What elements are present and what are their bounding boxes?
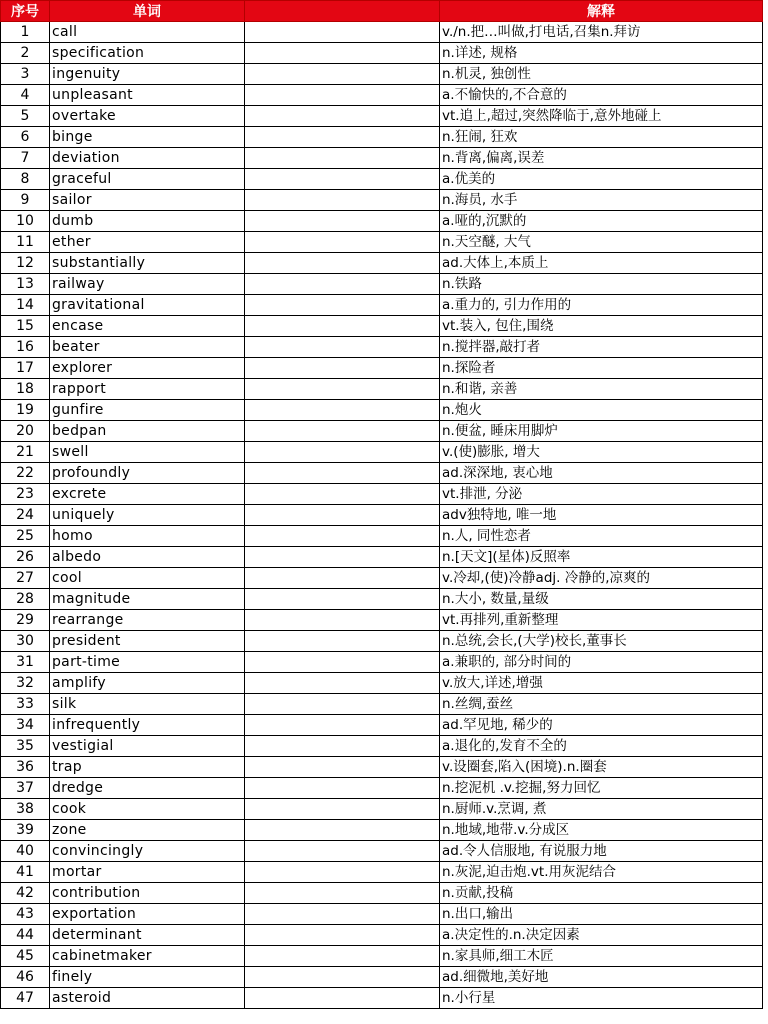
table-row	[1, 736, 763, 757]
row-number: 38	[1, 799, 50, 820]
row-word: substantially	[50, 253, 245, 274]
row-word: cool	[50, 568, 245, 589]
row-definition: vt.排泄, 分泌	[440, 484, 763, 505]
row-number: 1	[1, 22, 50, 43]
row-blank	[245, 841, 440, 862]
row-word: encase	[50, 316, 245, 337]
table-row	[1, 379, 763, 400]
row-number: 12	[1, 253, 50, 274]
row-word: asteroid	[50, 988, 245, 1009]
table-row	[1, 400, 763, 421]
row-definition: n.丝绸,蚕丝	[440, 694, 763, 715]
row-definition: vt.再排列,重新整理	[440, 610, 763, 631]
row-definition: ad.令人信服地, 有说服力地	[440, 841, 763, 862]
row-blank	[245, 169, 440, 190]
row-definition: n.便盆, 睡床用脚炉	[440, 421, 763, 442]
row-definition: v.冷却,(使)冷静adj. 冷静的,凉爽的	[440, 568, 763, 589]
row-number: 18	[1, 379, 50, 400]
table-row	[1, 820, 763, 841]
table-row	[1, 946, 763, 967]
table-row	[1, 568, 763, 589]
row-blank	[245, 316, 440, 337]
row-word: bedpan	[50, 421, 245, 442]
row-word: amplify	[50, 673, 245, 694]
row-blank	[245, 337, 440, 358]
table-row	[1, 967, 763, 988]
row-definition: n.总统,会长,(大学)校长,董事长	[440, 631, 763, 652]
row-word: swell	[50, 442, 245, 463]
table-row	[1, 43, 763, 64]
row-definition: a.退化的,发育不全的	[440, 736, 763, 757]
row-number: 30	[1, 631, 50, 652]
row-blank	[245, 253, 440, 274]
row-blank	[245, 358, 440, 379]
row-definition: ad.大体上,本质上	[440, 253, 763, 274]
row-number: 34	[1, 715, 50, 736]
row-word: uniquely	[50, 505, 245, 526]
table-row	[1, 442, 763, 463]
table-row	[1, 757, 763, 778]
row-definition: a.不愉快的,不合意的	[440, 85, 763, 106]
row-number: 26	[1, 547, 50, 568]
row-number: 32	[1, 673, 50, 694]
row-number: 37	[1, 778, 50, 799]
row-definition: n.铁路	[440, 274, 763, 295]
row-blank	[245, 757, 440, 778]
row-blank	[245, 820, 440, 841]
table-row	[1, 421, 763, 442]
row-word: beater	[50, 337, 245, 358]
row-blank	[245, 64, 440, 85]
table-row	[1, 211, 763, 232]
row-blank	[245, 526, 440, 547]
row-number: 28	[1, 589, 50, 610]
row-number: 15	[1, 316, 50, 337]
row-word: cook	[50, 799, 245, 820]
table-row	[1, 85, 763, 106]
row-definition: ad.深深地, 衷心地	[440, 463, 763, 484]
row-number: 25	[1, 526, 50, 547]
row-word: ether	[50, 232, 245, 253]
row-number: 10	[1, 211, 50, 232]
table-row	[1, 127, 763, 148]
row-word: deviation	[50, 148, 245, 169]
table-row	[1, 925, 763, 946]
table-row	[1, 778, 763, 799]
row-blank	[245, 736, 440, 757]
row-number: 31	[1, 652, 50, 673]
row-definition: a.优美的	[440, 169, 763, 190]
row-word: albedo	[50, 547, 245, 568]
row-number: 13	[1, 274, 50, 295]
row-number: 40	[1, 841, 50, 862]
row-word: gunfire	[50, 400, 245, 421]
row-number: 8	[1, 169, 50, 190]
row-blank	[245, 925, 440, 946]
row-blank	[245, 799, 440, 820]
row-number: 27	[1, 568, 50, 589]
table-row	[1, 673, 763, 694]
row-word: exportation	[50, 904, 245, 925]
row-number: 17	[1, 358, 50, 379]
table-row	[1, 526, 763, 547]
row-blank	[245, 127, 440, 148]
row-number: 45	[1, 946, 50, 967]
row-definition: vt.装入, 包住,围绕	[440, 316, 763, 337]
row-word: sailor	[50, 190, 245, 211]
row-definition: ad.罕见地, 稀少的	[440, 715, 763, 736]
table-row	[1, 64, 763, 85]
table-row	[1, 316, 763, 337]
row-word: silk	[50, 694, 245, 715]
table-row	[1, 253, 763, 274]
row-definition: n.挖泥机 .v.挖掘,努力回忆	[440, 778, 763, 799]
row-definition: n.大小, 数量,量级	[440, 589, 763, 610]
row-blank	[245, 400, 440, 421]
row-word: rapport	[50, 379, 245, 400]
row-word: railway	[50, 274, 245, 295]
row-word: binge	[50, 127, 245, 148]
row-number: 43	[1, 904, 50, 925]
row-number: 24	[1, 505, 50, 526]
row-blank	[245, 694, 440, 715]
table-row	[1, 484, 763, 505]
row-word: rearrange	[50, 610, 245, 631]
row-blank	[245, 43, 440, 64]
table-row	[1, 295, 763, 316]
table-row	[1, 463, 763, 484]
row-number: 2	[1, 43, 50, 64]
table-row	[1, 22, 763, 43]
row-number: 35	[1, 736, 50, 757]
row-definition: v./n.把…叫做,打电话,召集n.拜访	[440, 22, 763, 43]
table-row	[1, 232, 763, 253]
row-word: specification	[50, 43, 245, 64]
table-row	[1, 694, 763, 715]
table-row	[1, 169, 763, 190]
table-row	[1, 841, 763, 862]
header-number: 序号	[1, 1, 50, 22]
row-definition: vt.追上,超过,突然降临于,意外地碰上	[440, 106, 763, 127]
row-definition: n.海员, 水手	[440, 190, 763, 211]
row-definition: n.天空醚, 大气	[440, 232, 763, 253]
row-number: 20	[1, 421, 50, 442]
row-blank	[245, 967, 440, 988]
row-blank	[245, 547, 440, 568]
row-number: 19	[1, 400, 50, 421]
row-word: contribution	[50, 883, 245, 904]
row-blank	[245, 85, 440, 106]
row-number: 29	[1, 610, 50, 631]
row-number: 7	[1, 148, 50, 169]
row-word: homo	[50, 526, 245, 547]
row-number: 39	[1, 820, 50, 841]
row-definition: n.人, 同性恋者	[440, 526, 763, 547]
row-word: part-time	[50, 652, 245, 673]
row-definition: n.背离,偏离,误差	[440, 148, 763, 169]
row-blank	[245, 946, 440, 967]
row-definition: n.机灵, 独创性	[440, 64, 763, 85]
row-number: 46	[1, 967, 50, 988]
row-definition: n.和谐, 亲善	[440, 379, 763, 400]
row-blank	[245, 652, 440, 673]
row-definition: v.(使)膨胀, 增大	[440, 442, 763, 463]
row-blank	[245, 232, 440, 253]
table-row	[1, 652, 763, 673]
row-number: 47	[1, 988, 50, 1009]
table-row	[1, 883, 763, 904]
row-blank	[245, 505, 440, 526]
row-definition: n.[天文](星体)反照率	[440, 547, 763, 568]
row-number: 41	[1, 862, 50, 883]
header-row	[1, 1, 763, 22]
row-blank	[245, 274, 440, 295]
row-number: 4	[1, 85, 50, 106]
row-blank	[245, 421, 440, 442]
row-word: vestigial	[50, 736, 245, 757]
row-definition: n.出口,输出	[440, 904, 763, 925]
table-row	[1, 631, 763, 652]
row-definition: n.搅拌器,敲打者	[440, 337, 763, 358]
header-definition: 解释	[440, 1, 763, 22]
row-definition: n.贡献,投稿	[440, 883, 763, 904]
row-number: 22	[1, 463, 50, 484]
row-blank	[245, 379, 440, 400]
row-number: 16	[1, 337, 50, 358]
row-word: cabinetmaker	[50, 946, 245, 967]
row-blank	[245, 631, 440, 652]
row-blank	[245, 715, 440, 736]
row-word: zone	[50, 820, 245, 841]
table-body	[1, 22, 763, 1009]
row-number: 3	[1, 64, 50, 85]
row-definition: ad.细微地,美好地	[440, 967, 763, 988]
row-definition: n.地域,地带.v.分成区	[440, 820, 763, 841]
table-row	[1, 862, 763, 883]
row-blank	[245, 22, 440, 43]
row-number: 14	[1, 295, 50, 316]
row-word: call	[50, 22, 245, 43]
row-number: 6	[1, 127, 50, 148]
table-row	[1, 988, 763, 1009]
table-row	[1, 274, 763, 295]
table-row	[1, 799, 763, 820]
row-definition: v.放大,详述,增强	[440, 673, 763, 694]
row-blank	[245, 904, 440, 925]
table-row	[1, 358, 763, 379]
row-blank	[245, 988, 440, 1009]
row-blank	[245, 568, 440, 589]
row-definition: n.小行星	[440, 988, 763, 1009]
row-number: 5	[1, 106, 50, 127]
row-blank	[245, 148, 440, 169]
row-word: trap	[50, 757, 245, 778]
row-blank	[245, 883, 440, 904]
row-word: graceful	[50, 169, 245, 190]
row-number: 23	[1, 484, 50, 505]
table-row	[1, 337, 763, 358]
row-number: 36	[1, 757, 50, 778]
row-definition: adv独特地, 唯一地	[440, 505, 763, 526]
row-word: ingenuity	[50, 64, 245, 85]
row-word: dumb	[50, 211, 245, 232]
row-definition: n.厨师.v.烹调, 煮	[440, 799, 763, 820]
row-blank	[245, 610, 440, 631]
row-word: profoundly	[50, 463, 245, 484]
row-word: gravitational	[50, 295, 245, 316]
row-definition: a.兼职的, 部分时间的	[440, 652, 763, 673]
row-blank	[245, 673, 440, 694]
row-word: explorer	[50, 358, 245, 379]
row-number: 44	[1, 925, 50, 946]
table-row	[1, 610, 763, 631]
row-word: determinant	[50, 925, 245, 946]
row-blank	[245, 484, 440, 505]
table-row	[1, 589, 763, 610]
row-word: unpleasant	[50, 85, 245, 106]
row-definition: v.设圈套,陷入(困境).n.圈套	[440, 757, 763, 778]
row-blank	[245, 211, 440, 232]
row-word: magnitude	[50, 589, 245, 610]
table-row	[1, 190, 763, 211]
row-word: dredge	[50, 778, 245, 799]
row-word: infrequently	[50, 715, 245, 736]
row-blank	[245, 190, 440, 211]
row-definition: n.炮火	[440, 400, 763, 421]
row-blank	[245, 778, 440, 799]
row-number: 33	[1, 694, 50, 715]
row-word: mortar	[50, 862, 245, 883]
row-definition: n.详述, 规格	[440, 43, 763, 64]
table-row	[1, 505, 763, 526]
row-number: 11	[1, 232, 50, 253]
row-blank	[245, 442, 440, 463]
row-word: excrete	[50, 484, 245, 505]
row-blank	[245, 106, 440, 127]
row-definition: a.哑的,沉默的	[440, 211, 763, 232]
row-blank	[245, 463, 440, 484]
row-blank	[245, 295, 440, 316]
row-definition: n.狂闹, 狂欢	[440, 127, 763, 148]
header-word: 单词	[50, 1, 245, 22]
row-number: 42	[1, 883, 50, 904]
row-number: 21	[1, 442, 50, 463]
row-definition: n.灰泥,迫击炮.vt.用灰泥结合	[440, 862, 763, 883]
header-blank	[245, 1, 440, 22]
row-blank	[245, 589, 440, 610]
table-row	[1, 715, 763, 736]
row-definition: n.探险者	[440, 358, 763, 379]
table-row	[1, 904, 763, 925]
table-row	[1, 148, 763, 169]
row-word: president	[50, 631, 245, 652]
row-definition: n.家具师,细工木匠	[440, 946, 763, 967]
row-blank	[245, 862, 440, 883]
row-definition: a.重力的, 引力作用的	[440, 295, 763, 316]
row-word: finely	[50, 967, 245, 988]
row-number: 9	[1, 190, 50, 211]
row-word: convincingly	[50, 841, 245, 862]
table-row	[1, 106, 763, 127]
row-definition: a.决定性的.n.决定因素	[440, 925, 763, 946]
table-row	[1, 547, 763, 568]
row-word: overtake	[50, 106, 245, 127]
